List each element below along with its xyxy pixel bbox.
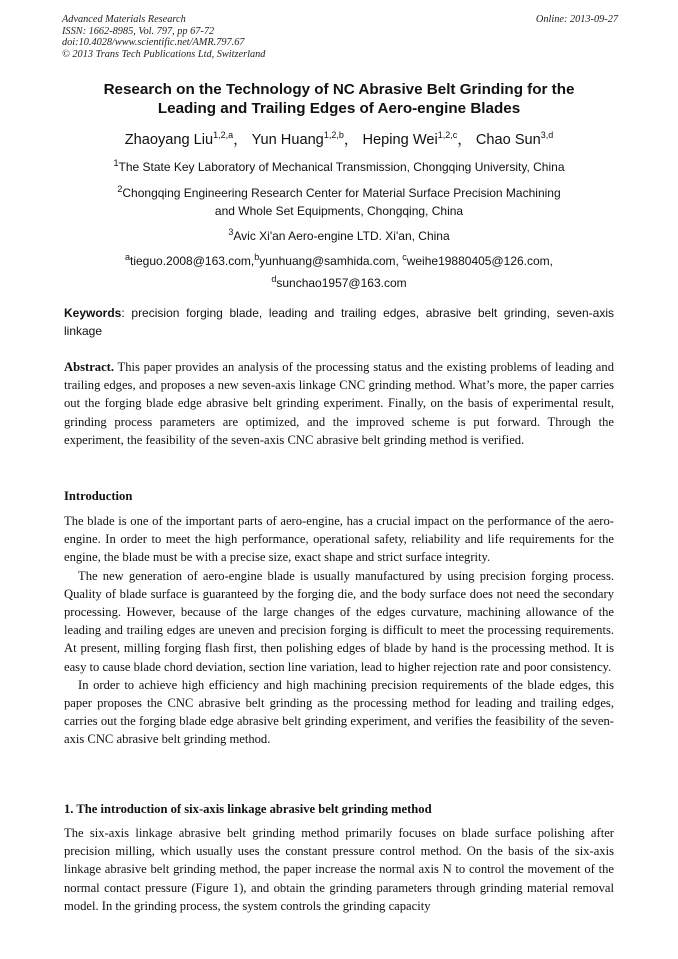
affiliation-text: Chongqing Engineering Research Center for Material Surface Precision Machining	[122, 186, 561, 200]
email-sup: c	[402, 252, 407, 262]
affiliation-sup: 3	[228, 227, 234, 237]
paragraph: In order to achieve high efficiency and high machining precision requirements of the blade edges, this paper proposes the CNC abrasive belt grinding as the processing method for leading and trailing edges, carries out the forging blade edge abrasive belt grinding experiment, and verifies the feasibility of the seven-axis CNC abrasive belt grinding method.	[64, 677, 614, 747]
abstract-label: Abstract.	[64, 360, 115, 374]
abstract-block	[64, 358, 614, 449]
affiliation-sup: 2	[117, 184, 123, 194]
introduction-heading: Introduction	[64, 489, 133, 503]
title-line-2: Leading and Trailing Edges of Aero-engine Blades	[157, 100, 521, 117]
author-name: Yun Huang	[251, 131, 324, 148]
affiliation-3	[40, 224, 638, 246]
author-sup: 1,2,b	[323, 130, 344, 140]
section-1-body	[64, 824, 614, 915]
keywords-block	[64, 305, 614, 340]
email-c[interactable]: weihe19880405@126.com,	[406, 254, 554, 268]
introduction-body	[64, 512, 614, 749]
affiliation-text-line-2: and Whole Set Equipments, Chongqing, China	[214, 203, 464, 218]
doi-line: doi:10.4028/www.scientific.net/AMR.797.67	[62, 37, 245, 49]
email-sup: d	[271, 273, 277, 284]
author-sup: 3,d	[540, 130, 554, 140]
keywords-label: Keywords	[64, 306, 122, 320]
author-name: Chao Sun	[475, 131, 541, 148]
email-list	[40, 249, 638, 292]
paragraph: The six-axis linkage abrasive belt grinding method primarily focuses on blade surface polishing after precision milling, which usually uses the constant pressure control method. On the basis of the six-axis linkage abrasive belt grinding method, the paper increase the normal axis N to control the movement of the normal contact pressure (Figure 1), and obtain the grinding parameters through grinding material removal model. In the grinding process, the system controls the grinding capacity	[64, 826, 614, 913]
journal-name: Advanced Materials Research	[62, 14, 186, 25]
author-name: Zhaoyang Liu	[124, 131, 214, 148]
author-sup: 1,2,a	[213, 130, 234, 140]
author-name: Heping Wei	[362, 131, 438, 148]
abstract-text: This paper provides an analysis of the processing status and the existing problems of leading and trailing edges, and proposes a new seven-axis linkage CNC grinding method. What’s more, the paper carries out the forging blade edge abrasive belt grinding experiment. Finally, on the basis of experimental result, grinding process parameters are optimized, and the improved scheme is put forward. Through the experiment, the feasibility of the seven-axis CNC abrasive belt grinding method is verified.	[64, 360, 614, 447]
issn-line: ISSN: 1662-8985, Vol. 797, pp 67-72	[62, 25, 215, 37]
affiliation-text: Avic Xi'an Aero-engine LTD. Xi'an, China	[233, 229, 450, 243]
affiliation-text: The State Key Laboratory of Mechanical Transmission, Chongqing University, China	[118, 160, 565, 174]
section-1-heading: 1. The introduction of six-axis linkage abrasive belt grinding method	[64, 802, 432, 816]
author-sep: ，	[343, 131, 359, 148]
email-a[interactable]: tieguo.2008@163.com,	[130, 254, 255, 268]
title-line-1: Research on the Technology of NC Abrasive Belt Grinding for the	[103, 81, 575, 98]
email-sup: b	[254, 252, 260, 262]
affiliation-sup: 1	[113, 158, 119, 168]
email-sup: a	[124, 252, 130, 262]
author-sup: 1,2,c	[437, 130, 458, 140]
journal-header	[62, 14, 618, 60]
paper-title	[40, 80, 638, 118]
paragraph: The blade is one of the important parts of aero-engine, has a crucial impact on the performance of the aero-engine. In order to meet the high performance, operational safety, reliability and life requirements for the engine, the blade must be with a precise size, exact shape and strict surface integrity.	[64, 514, 614, 565]
paragraph: The new generation of aero-engine blade is usually manufactured by using precision forging process. Quality of blade surface is guaranteed by the forging die, and the body surface does not need the secondary processing. However, because of the large changes of the edges curvature, machining allowance of the leading and trailing edges are uneven and precision forging is difficult to meet the processing requirements. At present, milling forging flash first, then polishing edges of blade by hand is the processing method. It is easy to cause blade chord deviation, section line variation, lead to higher rejection rate and poor consistency.	[64, 568, 614, 674]
affiliation-2	[40, 181, 638, 220]
author-sep: ，	[233, 131, 248, 148]
copyright-line: © 2013 Trans Tech Publications Ltd, Switzerland	[62, 48, 266, 60]
affiliation-1	[40, 155, 638, 177]
email-b[interactable]: yunhuang@samhida.com,	[259, 254, 403, 268]
online-date: Online: 2013-09-27	[535, 14, 618, 25]
author-list	[40, 126, 638, 149]
email-d[interactable]: sunchao1957@163.com	[276, 275, 407, 290]
keywords-text: : precision forging blade, leading and trailing edges, abrasive belt grinding, seven-axis linkage	[64, 306, 614, 338]
author-sep: ，	[457, 131, 472, 148]
